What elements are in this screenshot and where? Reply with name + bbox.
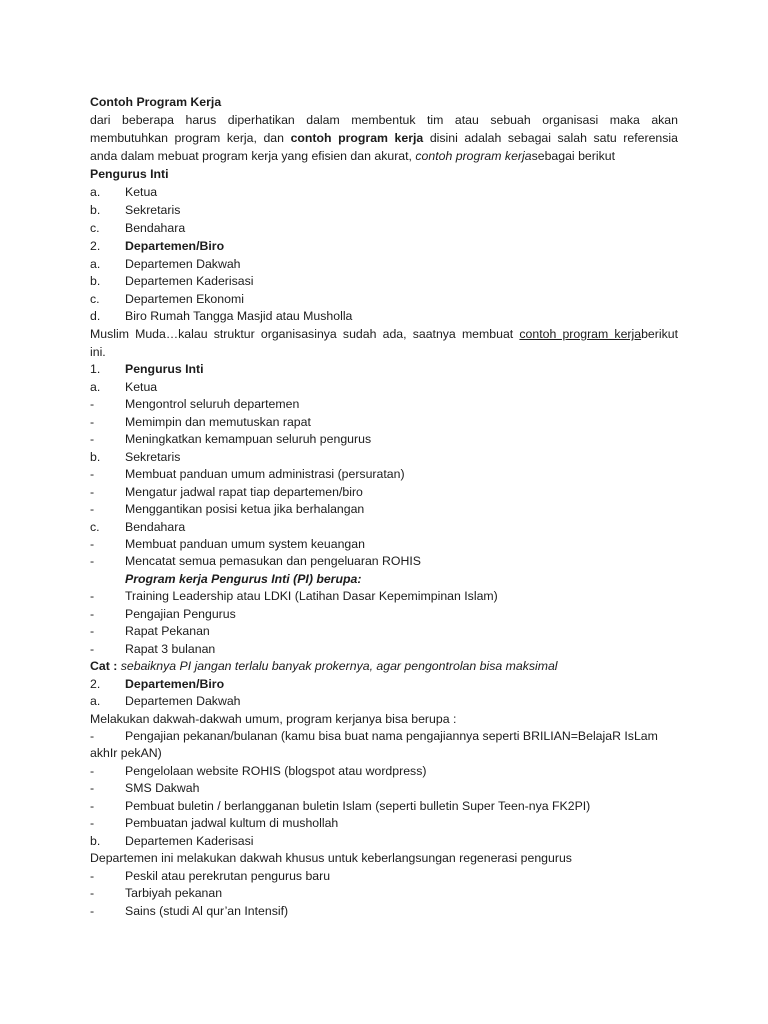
list-marker: - [90,432,95,446]
list-marker: a. [90,380,101,394]
muslim-line-2: ini. [90,345,106,359]
list-item [90,414,678,431]
list-item [90,815,678,832]
item-text: Pengelolaan website ROHIS (blogspot atau wordpress) [125,764,427,778]
program-kerja-link[interactable]: contoh program kerja [519,327,642,341]
item-text: Sains (studi Al qur’an Intensif) [125,904,289,918]
heading-text: Departemen/Biro [125,677,225,691]
document-title: Contoh Program Kerja [90,95,222,109]
intro-text: sebagai berikut [531,149,615,163]
heading-text: Pengurus Inti [125,362,204,376]
note-label: Cat : [90,659,118,673]
item-text: Tarbiyah pekanan [125,886,223,900]
item-text: Memimpin dan memutuskan rapat [125,415,311,429]
item-text: Departemen Dakwah [125,257,241,271]
list-marker: - [90,502,95,516]
item-text: Pembuat buletin / berlangganan buletin Islam (seperti bulletin Super Teen-nya FK2PI) [125,799,591,813]
outline-item [90,184,678,201]
item-text: Rapat Pekanan [125,624,210,638]
item-text: Bendahara [125,221,186,235]
paragraph-text: berikut [641,327,678,341]
item-text: SMS Dakwah [125,781,200,795]
list-marker: - [90,397,95,411]
list-marker: 1. [90,362,101,376]
list-marker: - [90,624,95,638]
list-item [90,379,678,396]
list-marker: - [90,799,95,813]
list-marker: - [90,467,95,481]
item-text: Departemen Dakwah [125,694,241,708]
list-item [90,519,678,536]
outline-item [90,308,678,325]
list-marker: - [90,415,95,429]
item-text: Sekretaris [125,203,181,217]
intro-italic-keyword: contoh program kerja [415,149,532,163]
paragraph-line: Melakukan dakwah-dakwah umum, program kerjanya bisa berupa : [90,712,457,726]
list-item [90,449,678,466]
list-marker: b. [90,203,101,217]
item-text: Mengontrol seluruh departemen [125,397,300,411]
item-text: Ketua [125,380,158,394]
list-marker: b. [90,274,101,288]
list-item [90,833,678,850]
section-heading [90,361,678,378]
section-heading [90,676,678,693]
item-text: Membuat panduan umum administrasi (persuratan) [125,467,405,481]
list-marker: a. [90,185,101,199]
list-item [90,798,678,815]
item-text: Peskil atau perekrutan pengurus baru [125,869,331,883]
intro-line-2 [90,130,678,147]
list-item [90,780,678,797]
outline-item [90,291,678,308]
program-heading: Program kerja Pengurus Inti (PI) berupa: [125,572,362,586]
list-marker: - [90,589,95,603]
item-text: Departemen Ekonomi [125,292,244,306]
outline-heading: Pengurus Inti [90,167,169,181]
intro-line-1: dari beberapa harus diperhatikan dalam membentuk tim atau sebuah organisasi maka akan [90,113,678,127]
list-item [90,501,678,518]
intro-bold-keyword: contoh program kerja [290,131,424,145]
item-text: Biro Rumah Tangga Masjid atau Musholla [125,309,353,323]
list-item [90,903,678,920]
list-marker: - [90,729,95,743]
item-text: Sekretaris [125,450,181,464]
outline-item [90,238,678,255]
list-marker: b. [90,834,101,848]
list-marker: - [90,816,95,830]
list-marker: d. [90,309,101,323]
item-text: Departemen Kaderisasi [125,274,254,288]
list-marker: c. [90,221,100,235]
item-text: Departemen Kaderisasi [125,834,254,848]
list-marker: 2. [90,239,101,253]
item-text: Pengajian pekanan/bulanan (kamu bisa buat nama pengajiannya seperti BRILIAN=BelajaR IsLam [125,729,658,743]
list-item [90,588,678,605]
list-marker: c. [90,292,100,306]
outline-item [90,202,678,219]
item-text: Training Leadership atau LDKI (Latihan Dasar Kepemimpinan Islam) [125,589,498,603]
list-item [90,484,678,501]
item-text: Departemen/Biro [125,239,225,253]
item-text: Ketua [125,185,158,199]
intro-line-3 [90,148,678,165]
list-marker: - [90,642,95,656]
list-item [90,885,678,902]
list-item [90,693,678,710]
list-marker: - [90,485,95,499]
list-marker: - [90,607,95,621]
list-item-continuation: akhIr pekAN) [90,746,162,760]
list-item [90,396,678,413]
item-text: Pengajian Pengurus [125,607,236,621]
list-marker: - [90,781,95,795]
item-text: Menggantikan posisi ketua jika berhalangan [125,502,365,516]
list-item [90,868,678,885]
item-text: Membuat panduan umum system keuangan [125,537,365,551]
item-text: Rapat 3 bulanan [125,642,216,656]
list-item [90,623,678,640]
item-text: Meningkatkan kemampuan seluruh pengurus [125,432,372,446]
list-marker: b. [90,450,101,464]
list-item [90,536,678,553]
list-marker: a. [90,257,101,271]
list-marker: - [90,764,95,778]
list-marker: a. [90,694,101,708]
list-marker: - [90,904,95,918]
outline-item [90,220,678,237]
list-marker: - [90,869,95,883]
list-item [90,728,678,745]
list-marker: - [90,554,95,568]
list-item [90,606,678,623]
intro-text: disini adalah sebagai salah satu referensia [423,131,678,145]
paragraph-text: Muslim Muda…kalau struktur organisasinya sudah ada, saatnya membuat [90,327,520,341]
list-marker: - [90,886,95,900]
item-text: Mencatat semua pemasukan dan pengeluaran ROHIS [125,554,421,568]
paragraph-line: Departemen ini melakukan dakwah khusus untuk keberlangsungan regenerasi pengurus [90,851,572,865]
list-item [90,763,678,780]
outline-item [90,273,678,290]
list-item [90,553,678,570]
note-text: sebaiknya PI jangan terlalu banyak prokernya, agar pengontrolan bisa maksimal [117,659,558,673]
intro-text: membutuhkan program kerja, dan [90,131,291,145]
list-marker: 2. [90,677,101,691]
note-line [90,658,678,675]
list-item [90,641,678,658]
muslim-line-1 [90,326,678,343]
list-marker: - [90,537,95,551]
outline-item [90,256,678,273]
intro-text: anda dalam mebuat program kerja yang efisien dan akurat, [90,149,416,163]
item-text: Mengatur jadwal rapat tiap departemen/biro [125,485,363,499]
list-item [90,431,678,448]
list-marker: c. [90,520,100,534]
item-text: Pembuatan jadwal kultum di mushollah [125,816,339,830]
item-text: Bendahara [125,520,186,534]
list-item [90,466,678,483]
